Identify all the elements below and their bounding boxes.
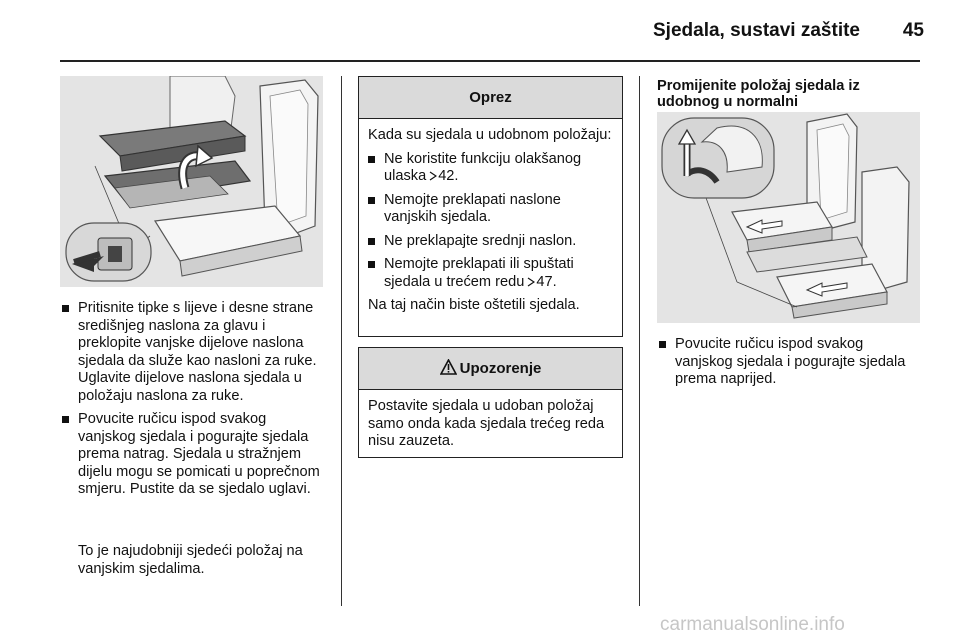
column-divider-left <box>341 76 342 606</box>
instruction-item: Povucite ručicu ispod svakog vanjskog sjedala i pogurajte sjedala prema natrag. Sjedala u stražnjem dijelu mogu se pomicati u poprečnom smjeru. Pustite da se sjedalo uglavi. <box>62 411 324 499</box>
caution-box-title: Oprez <box>359 77 622 119</box>
page-number: 45 <box>902 20 924 41</box>
instruction-item: Povucite ručicu ispod svakog vanjskog sjedala i pogurajte sjedala prema naprijed. <box>659 336 921 389</box>
page-reference: 42. <box>438 168 459 184</box>
watermark: carmanualsonline.info <box>660 614 845 635</box>
warning-box-title: Upozorenje <box>459 360 542 377</box>
warning-text: Postavite sjedala u udoban položaj samo onda kada sjedala trećeg reda nisu zauzeta. <box>368 398 605 449</box>
page-header-title: Sjedala, sustavi zaštite <box>653 20 860 41</box>
comfort-note: To je najudobniji sjedeći položaj na vanjskim sjedalima. <box>78 543 303 577</box>
caution-list <box>368 151 614 292</box>
caution-intro: Kada su sjedala u udobnom položaju: <box>368 127 612 143</box>
caution-outro: Na taj način biste oštetili sjedala. <box>368 297 580 313</box>
caution-item: Ne koristite funkciju olakšanog ulaska 42. <box>368 151 614 186</box>
warning-triangle-icon <box>440 359 457 375</box>
instruction-item: Pritisnite tipke s lijeve i desne strane središnjeg naslona za glavu i preklopite vanjske dijelove naslona sjedala da služe kao nasloni za ruke. Uglavite dijelove naslona sjedala u položaju naslona za ruke. <box>62 300 324 405</box>
page-reference-icon <box>429 171 437 181</box>
header-divider <box>60 60 920 62</box>
right-instruction-list <box>659 336 921 395</box>
seat-armrest-drawing <box>60 76 323 287</box>
left-instruction-list <box>62 300 324 505</box>
page-reference-icon <box>527 277 535 287</box>
armrest-seat-illustration <box>60 76 323 287</box>
page-reference: 47. <box>536 273 557 290</box>
warning-box-header <box>359 348 622 390</box>
caution-item: Ne preklapajte srednji naslon. <box>368 233 614 251</box>
caution-item: Nemojte preklapati ili spuštati sjedala u trećem redu 47. <box>368 256 614 291</box>
warning-box <box>358 347 623 458</box>
section-title: Promijenite položaj sjedala iz udobnog u normalni <box>657 78 860 110</box>
caution-item: Nemojte preklapati naslone vanjskih sjedala. <box>368 192 614 227</box>
seat-slide-forward-illustration <box>657 112 920 323</box>
caution-box <box>358 76 623 337</box>
seat-slide-drawing <box>657 112 920 323</box>
column-divider-right <box>639 76 640 606</box>
